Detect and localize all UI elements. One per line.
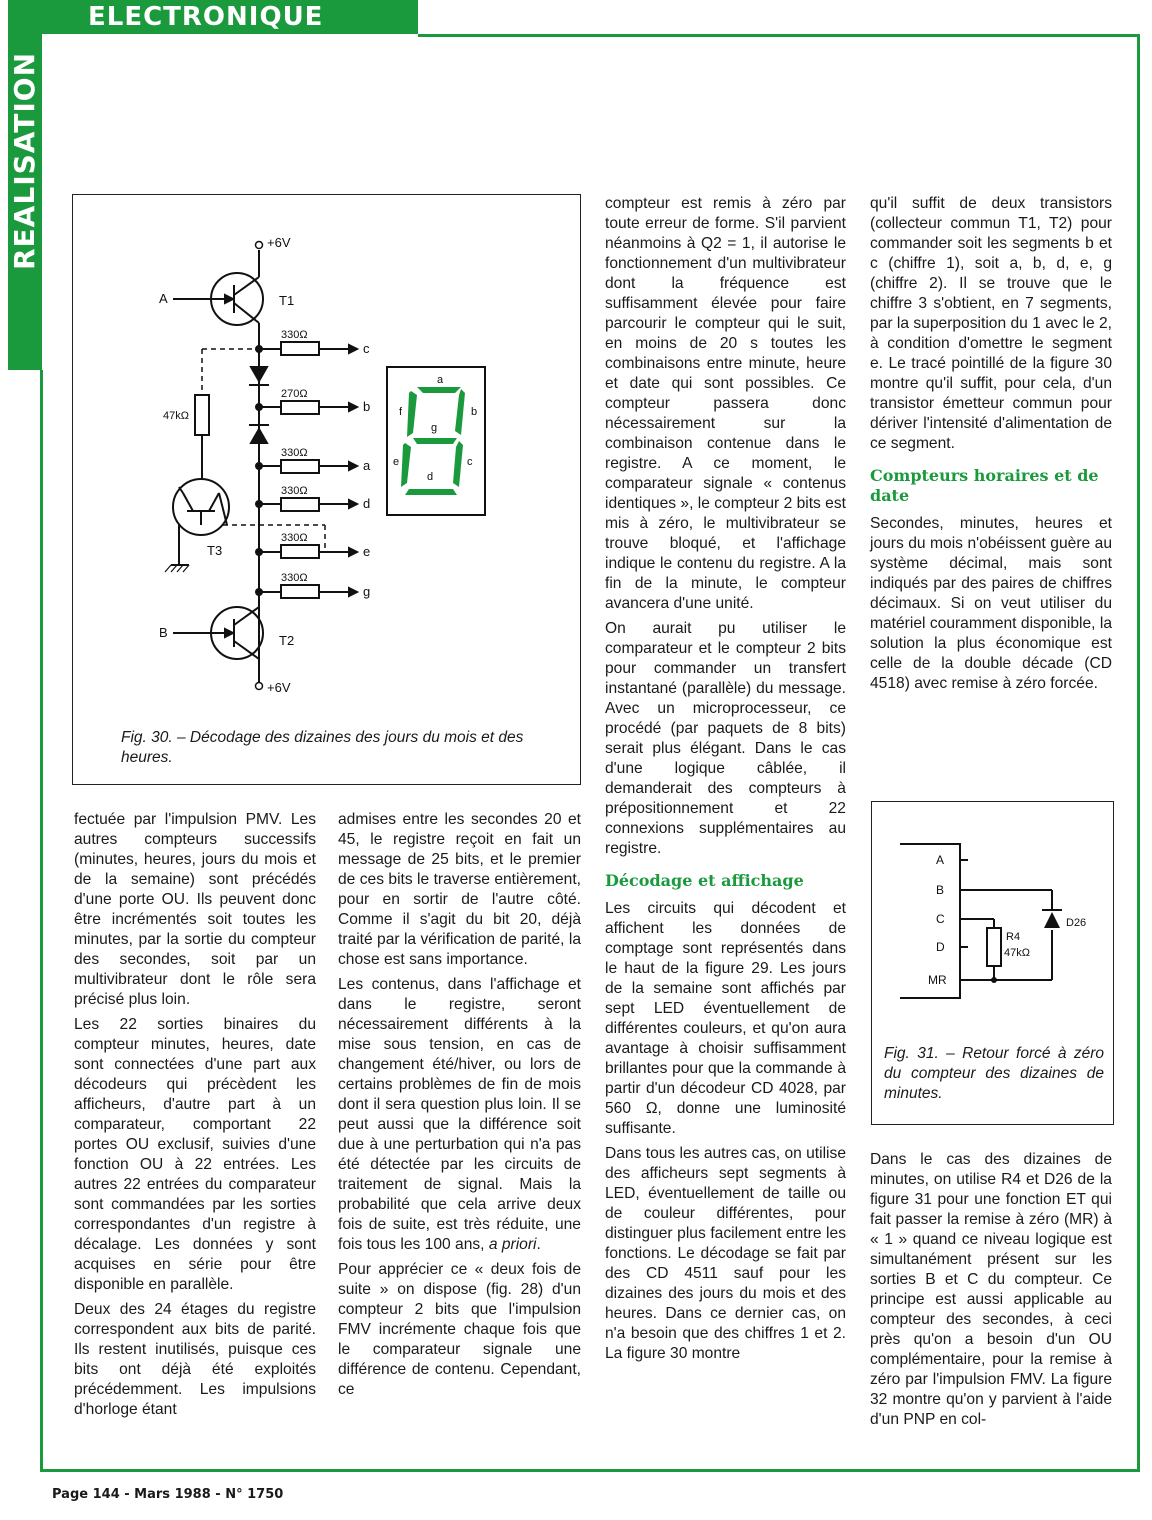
seg-f-label: f (399, 406, 403, 418)
col1-paragraph: Deux des 24 étages du registre correspondent aux bits de parité. Ils restent inutilisés, puisque ces bits ont déjà été exploités précédemment. Les impulsions d'horloge étant (74, 1301, 316, 1418)
out-c-label: c (363, 341, 370, 356)
col1-paragraph: Les 22 sorties binaires du compteur minutes, heures, date sont connectées d'une part aux décodeurs qui précèdent les afficheurs, d'autre part à un comparateur, comportant 22 portes OU exclusif, suivies d'une fonction OU à 22 entrées. Les autres 22 entrées du comparateur sont commandées par les sorties correspondantes d'un registre à décalage. Les données y sont acquises en série pour être disponible en parallèle. (74, 1016, 316, 1293)
r-a-label: 330Ω (281, 447, 308, 459)
col4-paragraph: qu'il suffit de deux transistors (collecteur commun T1, T2) pour commander soit les segments b et c (chiffre 1), soit a, b, d, e, g (chiffre 2). Il se trouve que le chiffre 3 s'obtient, en 7 segments, par la superposition du 1 avec le 2, à condition d'omettre le segment e. Le tracé pointillé de la figure 30 montre qu'il suffit, pour cela, d'un transistor émetteur commun pour dériver l'intensité d'alimentation de ce segment. (870, 195, 1112, 452)
r-c-label: 330Ω (281, 329, 308, 341)
supply-top-label: +6V (267, 235, 291, 250)
fig31-schematic (872, 802, 1112, 1042)
input-a-label: A (159, 291, 168, 306)
r-b-label: 270Ω (281, 388, 308, 400)
side-label: REALISATION (8, 51, 41, 270)
fig30-schematic (73, 195, 579, 725)
pin-a-label: A (936, 853, 945, 867)
seg-e-label: e (393, 456, 400, 468)
page-footer: Page 144 - Mars 1988 - N° 1750 (52, 1487, 284, 1502)
pin-b-label: B (936, 883, 945, 897)
heading-decodage: Décodage et affichage (605, 871, 804, 890)
out-b-label: b (363, 399, 371, 414)
pin-c-label: C (936, 912, 945, 926)
r-g-label: 330Ω (281, 572, 308, 584)
seg-d-label: d (427, 471, 434, 483)
seg-c-label: c (467, 456, 473, 468)
col1-paragraph: fectuée par l'impulsion PMV. Les autres compteurs successifs (minutes, heures, jours du mois et de la semaine) sont précédés d'une porte OU. Ils peuvent donc être incrémentés soit toutes les minutes, par la sortie du compteur des secondes, soit par un multivibrateur dont le rôle sera précisé plus loin. (74, 811, 316, 1008)
heading-compteurs: Compteurs horaires et de date (870, 466, 1099, 505)
out-e-label: e (363, 544, 371, 559)
r4-value-label: 47kΩ (1004, 947, 1030, 959)
r-base-label: 47kΩ (163, 410, 189, 422)
column-2 (338, 810, 581, 1400)
fig30-caption: Fig. 30. – Décodage des dizaines des jours du mois et des heures. (121, 729, 524, 766)
supply-bottom-label: +6V (267, 680, 291, 695)
diode-label: D26 (1066, 917, 1087, 929)
out-g-label: g (363, 584, 371, 599)
header-band (40, 0, 418, 34)
col3-paragraph: Dans tous les autres cas, on utilise des afficheurs sept segments à LED, éventuellement de taille ou de couleur différentes, pour distinguer plus facilement entre les fonctions. Le décodage se fait par des CD 4511 sauf pour les dizaines des jours du mois et des heures. Dans ce dernier cas, on n'a besoin que des chiffres 1 et 2. La figure 30 montre (605, 1145, 846, 1362)
column-4 (870, 194, 1112, 694)
pin-d-label: D (936, 940, 945, 954)
col4-paragraph: Dans le cas des dizaines de minutes, on utilise R4 et D26 de la figure 31 pour une fonction ET qui fait passer la remise à zéro (MR) à « 1 » quand ce niveau logique est simultanément présent sur les sorties B et C du compteur. Ce principe est aussi applicable au compteur des secondes, à ceci près qu'on a besoin d'un OU complémentaire, pour la remise à zéro par l'impulsion FMV. La figure 32 montre qu'on y parvient à l'aide d'un PNP en col- (870, 1151, 1112, 1428)
column-3 (605, 194, 846, 1364)
column-1 (74, 810, 316, 1420)
figure-31 (871, 801, 1114, 1125)
r-e-label: 330Ω (281, 532, 308, 544)
frame-left (40, 370, 43, 1472)
frame-right (1137, 34, 1140, 1472)
seg-g-label: g (431, 422, 438, 434)
t3-label: T3 (207, 543, 223, 558)
fig31-caption: Fig. 31. – Retour forcé à zéro du compteur des dizaines de minutes. (884, 1045, 1104, 1102)
col2-paragraph: admises entre les secondes 20 et 45, le registre reçoit en fait un message de 25 bits, et le premier de ces bits le traverse entièrement, pour en sortir de l'autre côté. Comme il s'agit du bit 20, déjà traité par la vérification de parité, la chose est sans importance. (338, 811, 581, 968)
frame-bottom (40, 1469, 1140, 1472)
seg-a-label: a (437, 374, 444, 386)
r4-label: R4 (1006, 931, 1021, 943)
section-title: ELECTRONIQUE (88, 2, 324, 32)
col3-paragraph: Les circuits qui décodent et affichent les données de comptage sont représentés dans le haut de la figure 29. Les jours de la semaine sont affichés par sept LED éventuellement de différentes couleurs, et qu'on aura avantage à choisir suffisamment brillantes pour que la commande à partir d'un décodeur CD 4028, par 560 Ω, donne une luminosité suffisante. (605, 900, 846, 1137)
figure-30 (72, 194, 581, 785)
side-band (8, 0, 42, 370)
t2-label: T2 (279, 633, 295, 648)
col2-paragraph: Pour apprécier ce « deux fois de suite » on dispose (fig. 28) d'un compteur 2 bits que l'impulsion FMV incrémente chaque fois que le comparateur signale une différence de contenu. Cependant, ce (338, 1261, 581, 1398)
out-d-label: d (363, 496, 371, 511)
t1-label: T1 (279, 293, 295, 308)
r-d-label: 330Ω (281, 485, 308, 497)
seg-b-label: b (471, 406, 478, 418)
input-b-label: B (159, 625, 168, 640)
pin-mr-label: MR (928, 973, 947, 987)
col3-paragraph: On aurait pu utiliser le comparateur et le compteur 2 bits pour commander un transfert instantané (parallèle) du message. Avec un microprocesseur, ce procédé (par paquets de 8 bits) serait plus élégant. Dans le cas d'une logique câblée, il demanderait des compteurs à prépositionnement et 22 connexions supplémentaires au registre. (605, 620, 846, 857)
col3-paragraph: compteur est remis à zéro par toute erreur de forme. S'il parvient néanmoins à Q2 = 1, il autorise le fonctionnement d'un multivibrateur dont la fréquence est suffisamment élevée pour faire parcourir le compteur qui le suit, en moins de 20 s toutes les combinaisons entre minute, heure et date qui sont possibles. Ce compteur passera donc nécessairement sur la combinaison contenue dans le registre. A ce moment, le comparateur signale « contenus identiques », le compteur 2 bits est mis à zéro, le multivibrateur se trouve bloqué, et l'affichage indique le contenu du registre. A la fin de la minute, le compteur avancera d'une unité. (605, 195, 846, 612)
out-a-label: a (363, 458, 371, 473)
frame-top (418, 34, 1140, 37)
col4-paragraph: Secondes, minutes, heures et jours du mois n'obéissent guère au système décimal, mais sont indiqués par des paires de chiffres décimaux. Si on veut utiliser du matériel couramment disponible, la solution la plus économique est celle de la double décade (CD 4518) avec remise à zéro forcée. (870, 515, 1112, 692)
column-4-bottom (870, 1150, 1112, 1430)
col2-paragraph: Les contenus, dans l'affichage et dans le registre, seront nécessairement différents à la mise sous tension, en cas de changement été/hiver, ou lors de certains problèmes de fin de mois dont il sera question plus loin. Il se peut aussi que la différence soit due à une perturbation qui n'a pas été détectée par les circuits de traitement de signal. Mais la probabilité que cela arrive deux fois de suite, est très réduite, une fois tous les 100 ans, a priori. (338, 976, 581, 1253)
